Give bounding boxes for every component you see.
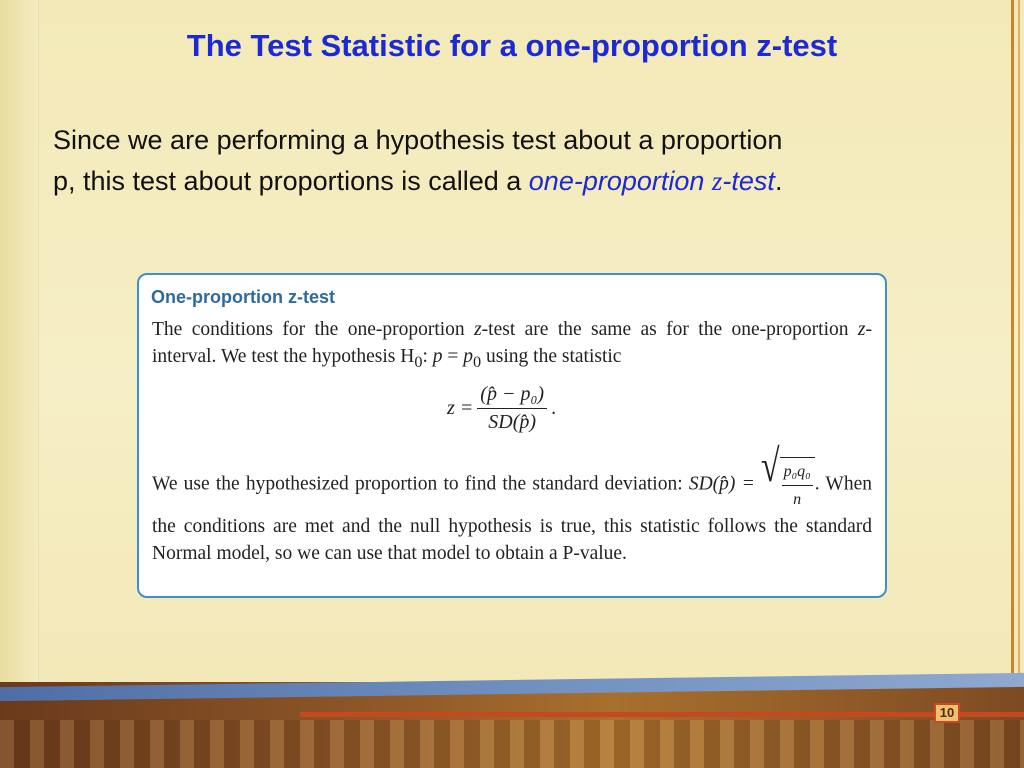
p2-text-b: . When the conditions are met and the null hypothesis is true, this statistic follows the standard Normal model, so we can use that model to obtain a P-value.	[152, 473, 872, 564]
slide-number: 10	[934, 703, 960, 723]
right-frame-line-inner	[1018, 0, 1020, 712]
bottom-red-stripe	[300, 712, 1024, 717]
sqrt-fraction	[780, 457, 815, 513]
sqrt-expression	[760, 441, 815, 513]
intro-line-1: Since we are performing a hypothesis test about a proportion	[53, 125, 783, 155]
p1-text-b: -test are the same as for the one-proportion	[481, 319, 858, 340]
standard-deviation-paragraph	[152, 441, 872, 567]
p1-text-c: -interval. We test the hypothesis H	[152, 319, 872, 367]
p2-sd-lhs: SD(p̂) =	[688, 473, 761, 495]
left-frame-decoration	[0, 0, 39, 768]
bottom-wood-grain	[0, 720, 1024, 768]
sqrt-denominator: n	[793, 491, 802, 508]
formula-period: .	[551, 397, 557, 419]
p1-p0-subscript: 0	[473, 352, 482, 371]
formula-numerator: (p̂ − p₀)	[477, 383, 547, 409]
p1-text-d: :	[422, 346, 433, 367]
box-title: One-proportion z-test	[151, 287, 335, 307]
intro-line-2-prefix: p, this test about proportions is called a	[53, 166, 529, 196]
p1-equals: =	[442, 346, 464, 367]
formula-lhs: z =	[447, 397, 474, 419]
radical-sign-icon: √	[760, 441, 780, 492]
sqrt-numerator: p₀q₀	[782, 458, 813, 486]
right-frame-line	[1011, 0, 1014, 712]
intro-period: .	[774, 166, 783, 196]
p1-z-1: z	[474, 319, 482, 340]
z-statistic-formula	[447, 383, 556, 434]
conditions-paragraph	[152, 316, 872, 376]
p2-text-a: We use the hypothesized proportion to find the standard deviation:	[152, 473, 689, 495]
formula-fraction	[477, 383, 547, 434]
p1-p: p	[432, 346, 443, 367]
formula-denominator: SD(p̂)	[488, 411, 537, 433]
slide-title: The Test Statistic for a one-proportion z-test	[186, 28, 838, 63]
intro-emphasis-z: z	[711, 166, 723, 196]
p1-p0: p	[463, 346, 474, 367]
p1-z-2: z	[857, 319, 866, 340]
p1-text-a: The conditions for the one-proportion	[152, 319, 475, 340]
p1-text-f: using the statistic	[481, 346, 622, 367]
intro-paragraph	[53, 120, 993, 202]
definition-box	[137, 273, 887, 598]
intro-emphasis-test: -test	[722, 166, 775, 196]
p1-h0-subscript: 0	[414, 352, 423, 371]
intro-emphasis-one-proportion: one-proportion	[528, 166, 712, 196]
